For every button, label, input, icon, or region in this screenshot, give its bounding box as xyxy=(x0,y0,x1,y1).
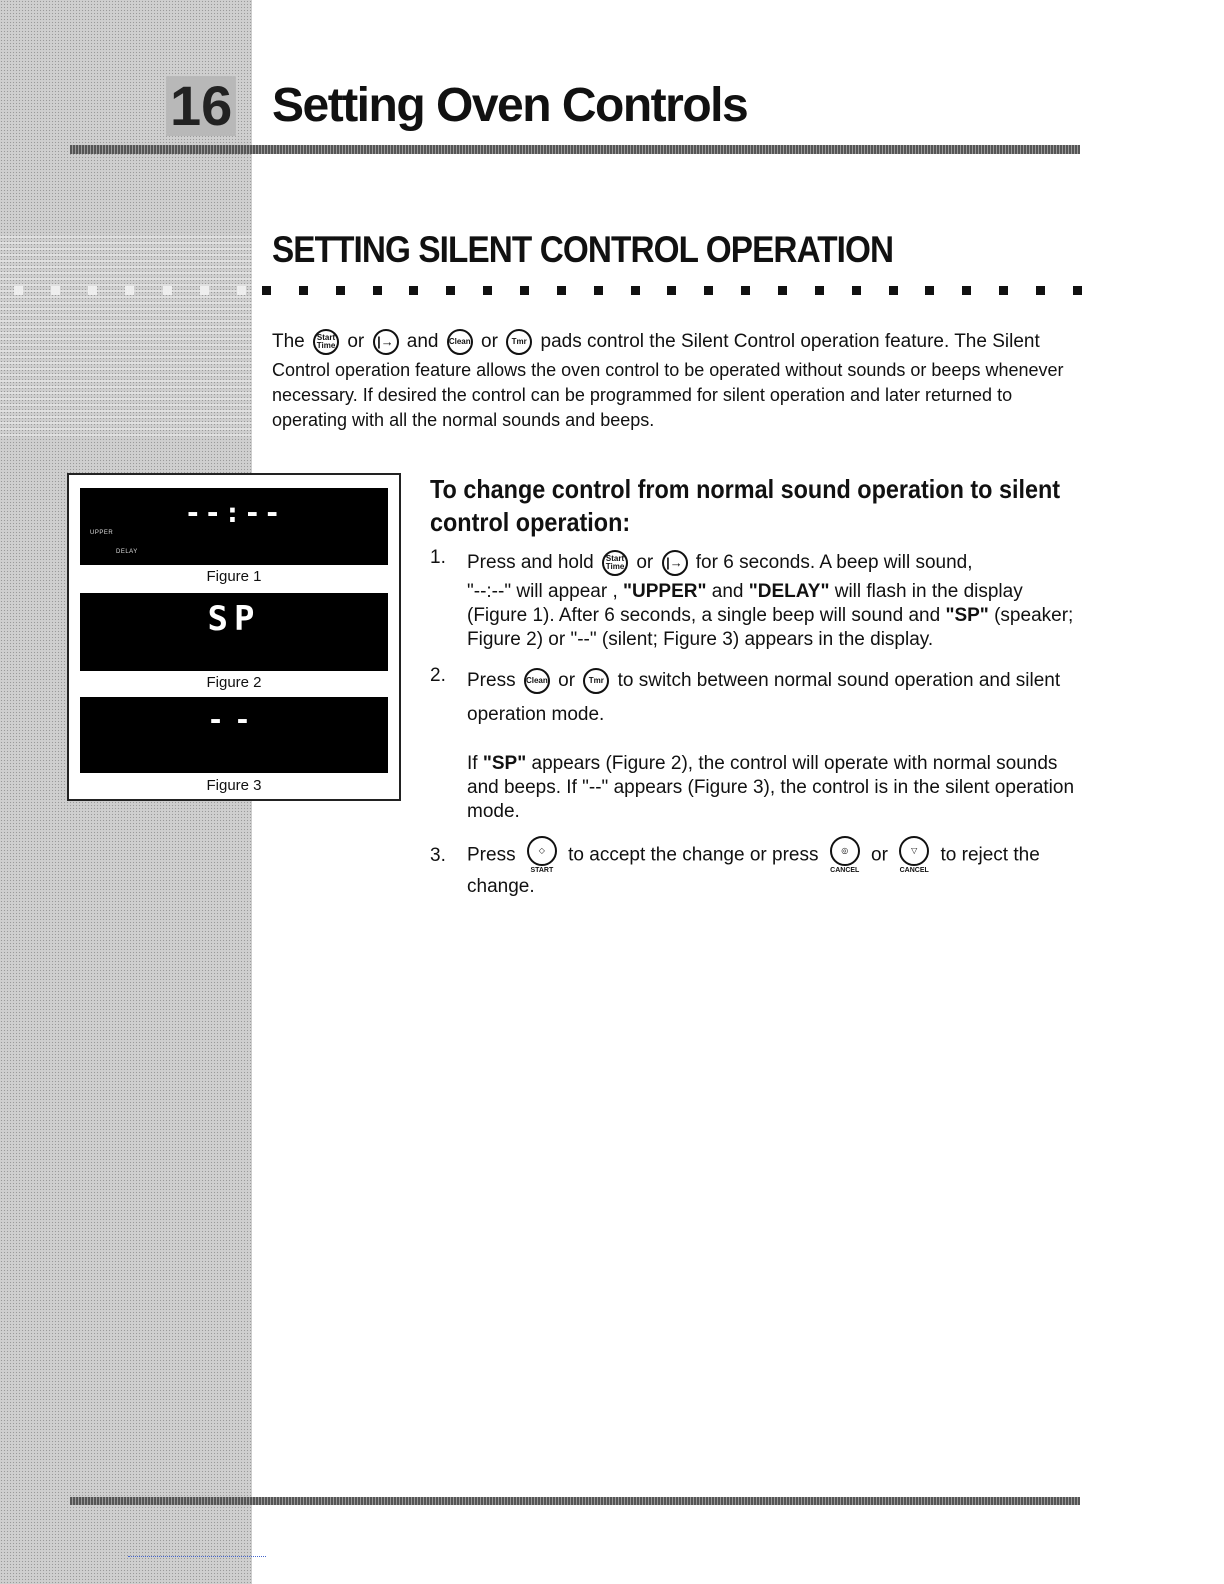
intro-word-or-2: or xyxy=(481,331,498,352)
cancel-icon: ◎ xyxy=(830,836,860,866)
step-text: or xyxy=(871,844,888,866)
step-3 xyxy=(430,836,1080,899)
display-readout-2: SP xyxy=(207,599,261,639)
start-time-pad-icon: Start Time xyxy=(313,329,339,355)
delay-indicator: DELAY xyxy=(116,549,138,555)
cancel-pad-lower xyxy=(896,836,932,875)
step-number: 3. xyxy=(430,845,446,866)
upper-keyword: "UPPER" xyxy=(623,581,707,602)
intro-paragraph xyxy=(272,326,1077,433)
sp-keyword: "SP" xyxy=(482,753,527,774)
step-text: to reject the change. xyxy=(467,844,1040,897)
section-title: SETTING SILENT CONTROL OPERATION xyxy=(272,229,894,270)
end-time-pad-icon: |→ xyxy=(373,329,399,355)
intro-word-the: The xyxy=(272,331,305,352)
sp-keyword: "SP" xyxy=(945,605,989,626)
timer-pad-icon: Tmr xyxy=(506,329,532,355)
section-dot-divider xyxy=(262,286,1082,296)
timer-pad-icon: Tmr xyxy=(583,668,609,694)
cancel-icon: ▽ xyxy=(899,836,929,866)
delay-keyword: "DELAY" xyxy=(748,581,830,602)
intro-rest: Control operation feature allows the oven control to be operated without sounds or beeps whenever necessary. If desired the control can be programmed for silent operation and later returned to operating with all the normal sounds and beeps. xyxy=(272,360,1064,430)
start-pad xyxy=(524,836,560,875)
header-rule xyxy=(70,145,1080,154)
step-text: "--:--" will appear , xyxy=(467,581,618,602)
step-text: If xyxy=(467,753,478,774)
step-text: appears (Figure 2), the control will operate with normal sounds and beeps. If "--" appears (Figure 3), the control is in the silent operation mode. xyxy=(467,753,1075,822)
display-figure-3 xyxy=(80,697,388,773)
step-text: to accept the change or press xyxy=(568,844,819,866)
intro-word-or: or xyxy=(347,331,365,352)
display-figure-1 xyxy=(80,488,388,565)
step-2 xyxy=(430,664,1080,824)
clean-pad-icon: Clean xyxy=(447,329,473,355)
intro-tail: pads control the Silent Control operation feature. The Silent xyxy=(540,331,1040,352)
footer-dotted-line xyxy=(128,1556,266,1558)
display-readout-1: --:-- xyxy=(184,496,284,529)
upper-indicator: UPPER xyxy=(90,530,114,536)
page-number: 16 xyxy=(166,76,236,136)
figures-panel xyxy=(67,473,401,801)
cancel-pad-label: CANCEL xyxy=(830,867,860,874)
sidebar-band xyxy=(0,236,252,436)
start-pad-label: START xyxy=(530,867,554,874)
figure-3-caption: Figure 3 xyxy=(206,777,262,794)
clean-pad-icon: Clean xyxy=(524,668,550,694)
figure-1-caption: Figure 1 xyxy=(206,568,262,585)
step-1 xyxy=(430,546,1080,652)
step-text: to switch between normal sound operation and silent operation mode. xyxy=(467,670,1061,725)
step-text: (speaker; Figure 2) or "--" (silent; Figure 3) appears in the display. xyxy=(467,605,1074,650)
footer-rule xyxy=(70,1497,1080,1505)
display-figure-2 xyxy=(80,593,388,671)
step-text: and xyxy=(711,581,744,602)
intro-word-and: and xyxy=(406,331,439,352)
procedure-steps xyxy=(430,546,1080,911)
start-icon: ◇ xyxy=(527,836,557,866)
step-text: for 6 seconds. A beep will sound, xyxy=(695,552,973,573)
step-text: will flash in the display (Figure 1). After 6 seconds, a single beep will sound and xyxy=(467,581,1023,626)
procedure-heading: To change control from normal sound operation to silent control operation: xyxy=(430,474,1061,537)
step-text: Press xyxy=(467,844,516,866)
display-readout-3: -- xyxy=(207,703,261,736)
step-number: 2. xyxy=(430,665,446,686)
sidebar-dot-row xyxy=(14,286,246,296)
step-number: 1. xyxy=(430,547,446,568)
step-text: Press xyxy=(467,670,516,691)
page-title: Setting Oven Controls xyxy=(272,79,748,132)
start-time-pad-icon: Start Time xyxy=(602,550,628,576)
step-text: or xyxy=(636,552,654,573)
step-text: Press and hold xyxy=(467,552,594,573)
cancel-pad xyxy=(827,836,863,875)
step-text: or xyxy=(558,670,576,691)
figure-2-caption: Figure 2 xyxy=(206,674,262,691)
end-time-pad-icon: |→ xyxy=(662,550,688,576)
cancel-pad-label: CANCEL xyxy=(899,867,929,874)
